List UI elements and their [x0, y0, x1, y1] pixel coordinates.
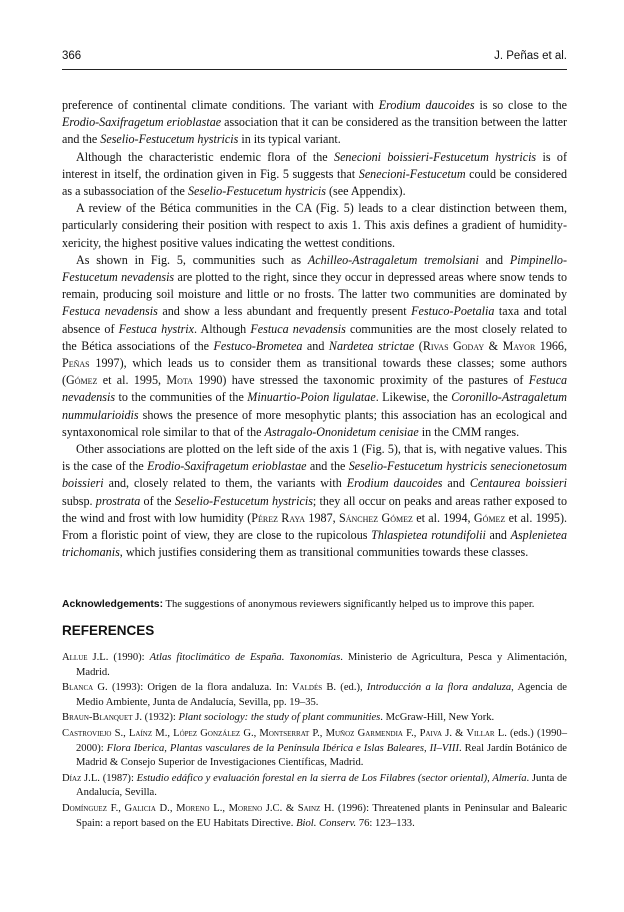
reference-list — [62, 651, 567, 832]
paragraph: A review of the Bética communities in the CA (Fig. 5) leads to a clear distinction between them, particularly considering their position with respect to axis 1. This axis defines a gradient of humidity-xericity, the highest positive values indicating the wettest conditions. — [62, 201, 567, 250]
citation: Gómez — [473, 510, 506, 525]
reference-item: Braun-Blanquet J. (1932): Plant sociology: the study of plant communities. McGraw-Hill, New York. — [62, 712, 495, 724]
citation: Peñas — [62, 356, 90, 371]
header-rule — [62, 69, 567, 70]
reference-item: Díaz J.L. (1987): Estudio edáfico y evaluación forestal en la sierra de Los Filabres (sector oriental), Almería. Junta de Andalucía, Sevilla. — [62, 772, 568, 799]
acknowledgements-label: Acknowledgements: — [62, 599, 164, 610]
running-head: J. Peñas et al. — [494, 50, 567, 62]
body-text — [62, 97, 567, 561]
paragraph: Other associations are plotted on the left side of the axis 1 (Fig. 5), that is, with negative values. This is the case of the Erodio-Saxifragetum erioblastae and the Seselio-Festucetum hystricis senecionetosum boissieri and, closely related to them, the variants with Erodium daucoides and Centaurea boissieri subsp. prostrata of the Seselio-Festucetum hystricis; they all occur on peaks and areas rather exposed to the wind and frost with low humidity (Pérez Raya 1987, Sánchez Gómez et al. 1994, Gómez et al. 1995). From a floristic point of view, they are close to the rupicolous Thlaspietea rotundifolii and Asplenietea trichomanis, which justifies considering them as transitional communities towards these classes. — [62, 442, 568, 560]
citation: Sánchez Gómez — [338, 510, 413, 525]
page-header — [62, 50, 567, 68]
reference-item: Blanca G. (1993): Origen de la flora andaluza. In: Valdés B. (ed.), Introducción a la flora andaluza, Agencia de Medio Ambiente, Junta de Andalucía, Sevilla, pp. 19–35. — [62, 682, 567, 708]
paragraph: As shown in Fig. 5, communities such as Achilleo-Astragaletum tremolsiani and Pimpinello-Festucetum nevadensis are plotted to the right, since they occur in depressed areas where snow tends to remain, producing soil moisture and little or no frosts. The latter two communities are dominated by Festuca nevadensis and show a less abundant and frequently present Festuco-Poetalia taxa and total absence of Festuca hystrix. Although Festuca nevadensis communities are the most closely related to the Bética associations of the Festuco-Brometea and Nardetea strictae (Rivas Goday & Mayor 1966, Peñas 1997), which leads us to consider them as transitional towards these classes; some authors (Gómez et al. 1995, Mota 1990) have stressed the taxonomic proximity of the pastures of Festuca nevadensis to the communities of the Minuartio-Poion ligulatae. Likewise, the Coronillo-Astragaletum nummularioidis shows the presence of more mesophytic plants; this association has an ecological and syntaxonomical role similar to that of the Astragalo-Ononidetum cenisiae in the CMM ranges. — [62, 252, 568, 439]
references-heading: REFERENCES — [62, 623, 155, 638]
paragraph: preference of continental climate conditions. The variant with Erodium daucoides is so close to the Erodio-Saxifragetum erioblastae association that it can be considered as the transition between the latter and the Seselio-Festucetum hystricis in its typical variant. — [62, 98, 568, 147]
reference-item: Domínguez F., Galicia D., Moreno L., Moreno J.C. & Sainz H. (1996): Threatened plants in Peninsular and Balearic Spain: a report based on the EU Habitats Directive. Biol. Conserv. 76: 123–133. — [62, 802, 567, 829]
reference-item: Castroviejo S., Laínz M., López González G., Montserrat P., Muñoz Garmendia F., Paiva J. & Villar L. (eds.) (1990–2000): Flora Iberica, Plantas vasculares de la Península Ibérica e Islas Baleares, II–VIII. Real Jardín Botánico de Madrid & Consejo Superior de Investigaciones Científicas, Madrid. — [62, 727, 568, 769]
reference-item: Allue J.L. (1990): Atlas fitoclimático de España. Taxonomías. Ministerio de Agricultura, Pesca y Alimentación, Madrid. — [62, 652, 568, 678]
citation: Rivas Goday & Mayor — [422, 338, 536, 353]
acknowledgements: Acknowledgements: The suggestions of anonymous reviewers significantly helped us to improve this paper. — [62, 599, 535, 610]
page-number: 366 — [62, 50, 82, 62]
paragraph: Although the characteristic endemic flora of the Senecioni boissieri-Festucetum hystricis is of interest in itself, the ordination given in Fig. 5 suggests that Senecioni-Festucetum could be considered as a subassociation of the Seselio-Festucetum hystricis (see Appendix). — [62, 149, 567, 199]
citation: Pérez Raya — [251, 510, 306, 525]
citation: Mota — [166, 373, 193, 388]
citation: Gómez — [66, 373, 98, 388]
